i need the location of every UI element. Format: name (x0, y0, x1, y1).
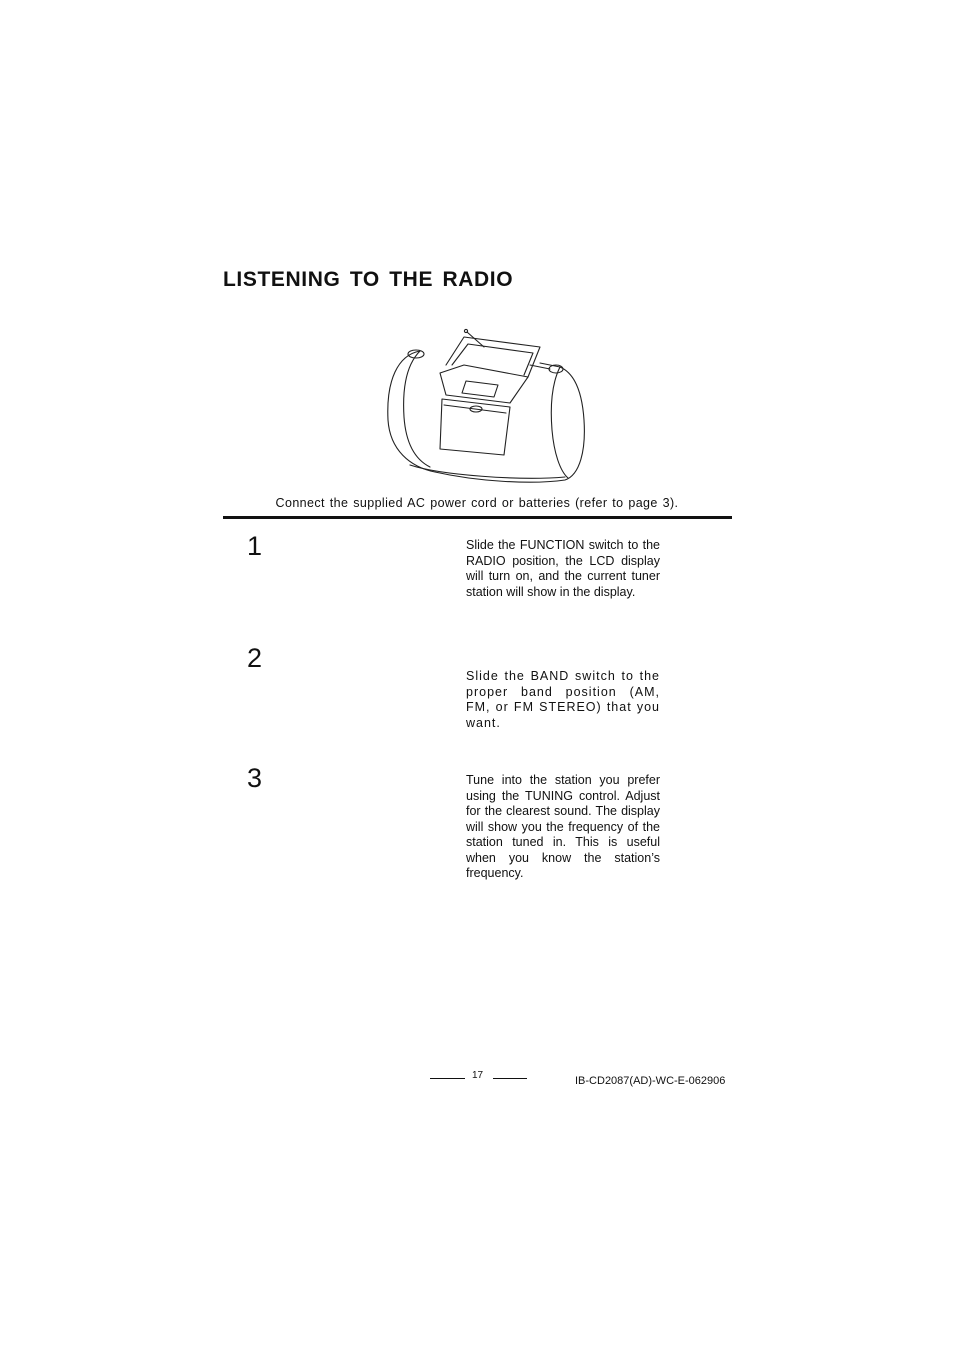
step-text-2: Slide the BAND switch to the proper band position (AM, FM, or FM STEREO) that you want. (466, 669, 660, 730)
footer-line-left (430, 1078, 465, 1079)
step-text-3: Tune into the station you prefer using the TUNING control. Adjust for the clearest sound. The display will show you the frequency of the station tuned in. This is useful when you know the station’s frequency. (466, 773, 660, 880)
section-divider (223, 516, 732, 519)
page-number: 17 (472, 1070, 484, 1081)
step-number-3: 3 (247, 763, 263, 793)
page-title: LISTENING TO THE RADIO (223, 268, 514, 291)
step-number-1: 1 (247, 531, 263, 561)
boombox-cd-player-icon (380, 325, 590, 485)
step-number-2: 2 (247, 643, 263, 673)
document-code: IB-CD2087(AD)-WC-E-062906 (575, 1075, 726, 1087)
footer-line-right (493, 1078, 527, 1079)
intro-text: Connect the supplied AC power cord or batteries (refer to page 3). (275, 496, 679, 510)
step-text-1: Slide the FUNCTION switch to the RADIO position, the LCD display will turn on, and the current tuner station will show in the display. (466, 538, 660, 599)
